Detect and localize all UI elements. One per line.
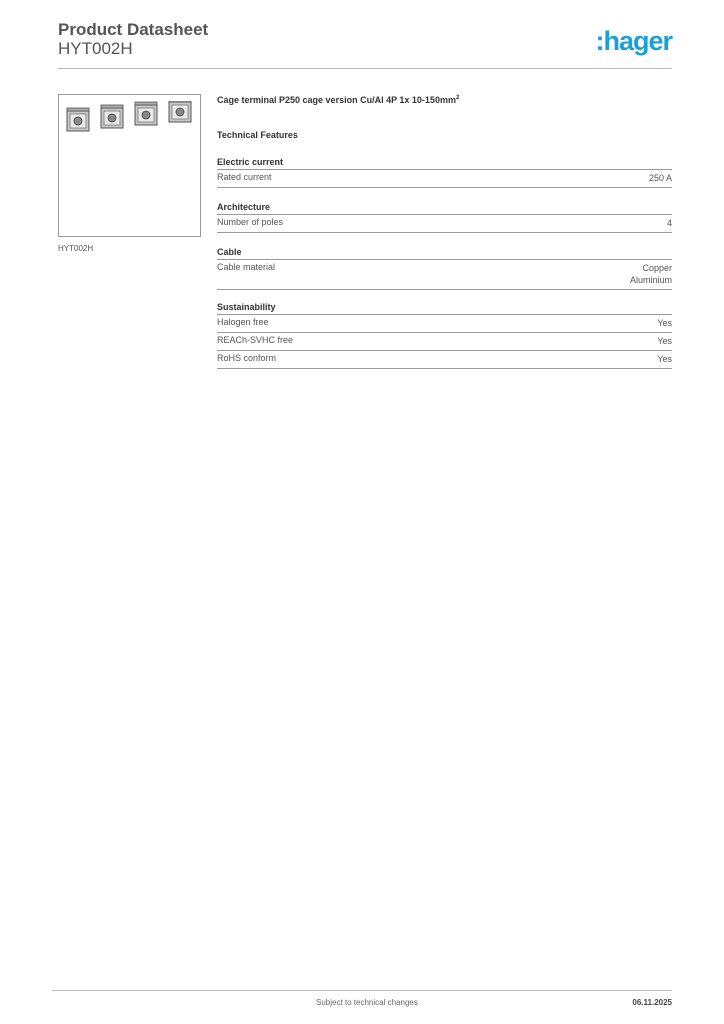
- spec-value-line: Copper: [642, 263, 672, 273]
- spec-value: [667, 217, 672, 229]
- spec-row: [217, 260, 672, 290]
- page-title: Product Datasheet: [58, 20, 209, 39]
- spec-value-line: Yes: [657, 318, 672, 328]
- product-description-text: Cage terminal P250 cage version Cu/Al 4P 1x 10-150mm: [217, 95, 456, 105]
- spec-label: Halogen free: [217, 317, 269, 327]
- header-divider: [58, 68, 672, 69]
- spec-section: [217, 247, 672, 290]
- spec-value: [657, 353, 672, 365]
- description-superscript: 2: [455, 95, 460, 101]
- spec-section-title: Architecture: [217, 202, 672, 215]
- spec-label: REACh-SVHC free: [217, 335, 294, 345]
- spec-section: [217, 157, 672, 188]
- spec-value-line: Yes: [657, 354, 672, 364]
- spec-row: [217, 315, 672, 333]
- spec-value: [630, 262, 672, 286]
- spec-label: Number of poles: [217, 217, 284, 227]
- spec-value-line: Yes: [657, 336, 672, 346]
- spec-label: Rated current: [217, 172, 272, 182]
- spec-row: [217, 333, 672, 351]
- technical-features-heading: Technical Features: [217, 130, 298, 140]
- spec-section: [217, 302, 672, 369]
- footer-date: 06.11.2025: [632, 998, 672, 1007]
- spec-row: [217, 351, 672, 369]
- spec-value: [649, 172, 672, 184]
- spec-section-title: Cable: [217, 247, 672, 260]
- hager-logo: :hager: [595, 26, 672, 56]
- image-caption: HYT002H: [58, 244, 94, 253]
- spec-value: [657, 335, 672, 347]
- product-image: [58, 94, 201, 237]
- cage-terminal-illustration: [65, 101, 195, 135]
- spec-section-title: Sustainability: [217, 302, 672, 315]
- product-description: [217, 95, 672, 105]
- spec-section: [217, 202, 672, 233]
- spec-section-title: Electric current: [217, 157, 672, 170]
- footer-note: Subject to technical changes: [316, 998, 418, 1007]
- spec-label: RoHS conform: [217, 353, 277, 363]
- spec-value-line: Aluminium: [629, 275, 672, 285]
- spec-value-line: 4: [666, 218, 672, 228]
- footer-divider: [52, 990, 672, 991]
- spec-row: [217, 215, 672, 233]
- spec-value: [657, 317, 672, 329]
- spec-row: [217, 170, 672, 188]
- product-code: HYT002H: [58, 39, 133, 58]
- product-details: [217, 95, 672, 369]
- spec-value-line: 250 A: [648, 173, 672, 183]
- spec-label: Cable material: [217, 262, 276, 272]
- technical-sections: [217, 157, 672, 369]
